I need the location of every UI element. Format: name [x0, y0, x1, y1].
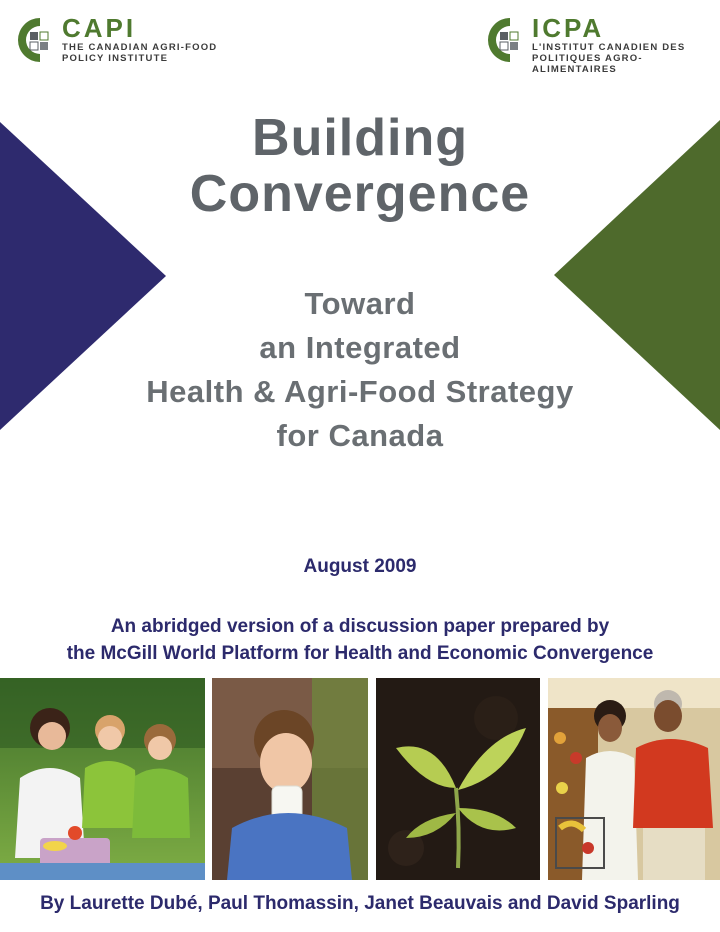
- icpa-name-line1: L'INSTITUT CANADIEN DES: [532, 42, 686, 53]
- abridged-line-1: An abridged version of a discussion paper prepared by: [110, 616, 610, 637]
- abridged-note: [0, 613, 720, 667]
- grocery-shoppers-photo: [548, 678, 720, 880]
- seedling-photo: [376, 678, 540, 880]
- family-picnic-photo: [0, 678, 205, 880]
- capi-logo: [16, 13, 218, 64]
- document-subtitle: [0, 282, 720, 458]
- icpa-name-line2: POLITIQUES AGRO-ALIMENTAIRES: [532, 53, 643, 75]
- authors-line: By Laurette Dubé, Paul Thomassin, Janet Beauvais and David Sparling: [40, 893, 680, 914]
- subtitle-line-2: an Integrated: [259, 330, 461, 365]
- publication-date: August 2009: [303, 556, 417, 577]
- subtitle-line-1: Toward: [304, 286, 416, 321]
- icpa-emblem-icon: [486, 16, 526, 64]
- title-line-1: Building: [252, 109, 468, 167]
- icpa-logo: [486, 13, 720, 75]
- title-line-2: Convergence: [189, 165, 531, 223]
- icpa-acronym: ICPA: [532, 13, 605, 43]
- capi-name-line2: POLICY INSTITUTE: [62, 53, 169, 64]
- capi-acronym: CAPI: [62, 13, 137, 43]
- boy-drinking-milk-photo: [212, 678, 368, 880]
- document-title: [0, 110, 720, 222]
- subtitle-line-3: Health & Agri-Food Strategy: [146, 374, 574, 409]
- capi-name-line1: THE CANADIAN AGRI-FOOD: [62, 42, 218, 53]
- photo-strip: [0, 678, 720, 880]
- capi-emblem-icon: [16, 16, 56, 64]
- abridged-line-2: the McGill World Platform for Health and Economic Convergence: [66, 643, 654, 664]
- subtitle-line-4: for Canada: [276, 418, 444, 453]
